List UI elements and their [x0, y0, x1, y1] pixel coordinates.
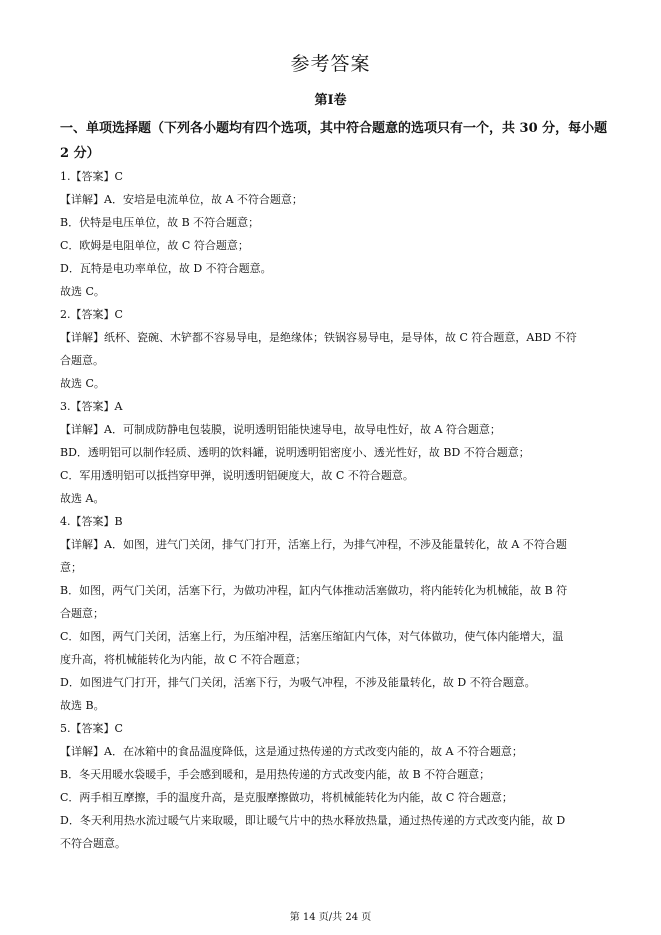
answer-line: 意；: [60, 561, 82, 574]
answer-line: 5.【答案】C: [60, 722, 123, 735]
answer-line: D．冬天利用热水流过暖气片来取暖，即让暖气片中的热水释放热量，通过热传递的方式改变内能，故 D: [60, 814, 566, 827]
answer-line: 2.【答案】C: [60, 308, 123, 321]
answer-line: 【详解】A．在冰箱中的食品温度降低，这是通过热传递的方式改变内能的，故 A 不符合题意；: [60, 745, 523, 758]
answer-body: [60, 165, 608, 855]
answer-line: 故选 C。: [60, 377, 105, 390]
section-heading: 一、单项选择题（下列各小题均有四个选项，其中符合题意的选项只有一个，共 30 分，每小题 2 分）: [60, 121, 608, 161]
answer-line: 3.【答案】A: [60, 400, 123, 413]
answer-line: C．两手相互摩擦，手的温度升高，是克服摩擦做功，将机械能转化为内能，故 C 符合题意；: [60, 791, 513, 804]
answer-line: 【详解】A．安培是电流单位，故 A 不符合题意；: [60, 193, 303, 206]
answer-line: 【详解】A．如图，进气门关闭，排气门打开，活塞上行，为排气冲程，不涉及能量转化，故 A 不符合题: [60, 538, 567, 551]
answer-line: 故选 B。: [60, 699, 105, 712]
page-title: 参考答案: [290, 53, 371, 75]
answer-line: D．如图进气门打开，排气门关闭，活塞下行，为吸气冲程，不涉及能量转化，故 D 不符合题意。: [60, 676, 536, 689]
answer-line: C．欧姆是电阻单位，故 C 符合题意；: [60, 239, 249, 252]
answer-line: C．如图，两气门关闭，活塞上行，为压缩冲程，活塞压缩缸内气体，对气体做功，使气体内能增大，温: [60, 630, 564, 643]
volume-heading: 第Ⅰ卷: [314, 93, 347, 108]
answer-line: B．冬天用暖水袋暖手，手会感到暖和，是用热传递的方式改变内能，故 B 不符合题意；: [60, 768, 491, 781]
answer-line: 合题意。: [60, 354, 104, 367]
answer-line: B．伏特是电压单位，故 B 不符合题意；: [60, 216, 260, 229]
answer-line: 【详解】A．可制成防静电包装膜，说明透明铝能快速导电，故导电性好，故 A 符合题意；: [60, 423, 501, 436]
answer-line: B．如图，两气门关闭，活塞下行，为做功冲程，缸内气体推动活塞做功，将内能转化为机械能，故 B 符: [60, 584, 568, 597]
answer-line: BD．透明铝可以制作轻质、透明的饮料罐，说明透明铝密度小、透光性好，故 BD 不符合题意；: [60, 446, 530, 459]
answer-line: C．军用透明铝可以抵挡穿甲弹，说明透明铝硬度大，故 C 不符合题意。: [60, 469, 414, 482]
answer-line: D．瓦特是电功率单位，故 D 不符合题意。: [60, 262, 272, 275]
answer-line: 1.【答案】C: [60, 170, 123, 183]
answer-line: 度升高，将机械能转化为内能，故 C 不符合题意；: [60, 653, 307, 666]
answer-line: 4.【答案】B: [60, 515, 123, 528]
answer-line: 合题意；: [60, 607, 104, 620]
answer-line: 故选 C。: [60, 285, 105, 298]
answer-line: 不符合题意。: [60, 837, 126, 850]
answer-line: 故选 A。: [60, 492, 105, 505]
answer-line: 【详解】纸杯、瓷碗、木铲都不容易导电，是绝缘体；铁锅容易导电，是导体，故 C 符合题意，ABD 不符: [60, 331, 577, 344]
page-footer: 第 14 页/共 24 页: [289, 912, 372, 923]
